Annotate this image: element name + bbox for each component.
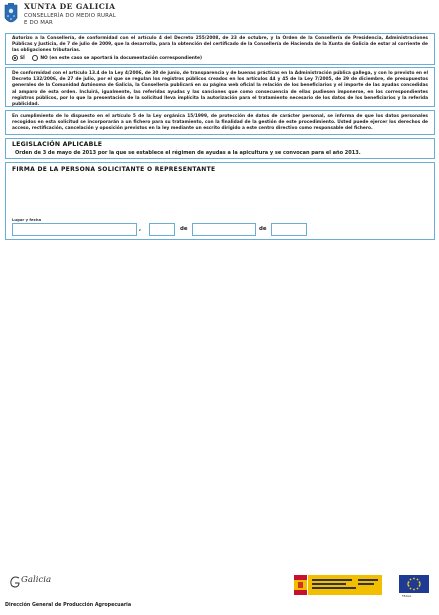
signature-title: FIRMA DE LA PERSONA SOLICITANTE O REPRESENTANTE	[12, 166, 216, 173]
authorization-box	[5, 33, 435, 65]
radio-yes[interactable]	[12, 55, 18, 61]
brand-name: XUNTA DE GALICIA	[24, 2, 116, 11]
directorate-name: Dirección General de Producción Agropecuaria	[5, 603, 132, 608]
radio-yes-label: SÍ	[20, 55, 25, 61]
data-protection-box	[5, 110, 435, 135]
data-protection-text: En cumplimiento de lo dispuesto en el artículo 5 de la Ley orgánica 15/1999, de protección de datos de carácter personal, se informa de que los datos personales recogidos en esta solicitud se incorporarán a un fichero para su tratamiento, con la finalidad de la gestión de este procedimiento. Usted puede ejercer los derechos de acceso, rectificación, cancelación y oposición previstos en la ley mediante un escrito dirigido a este centro directivo como responsable del fichero.	[12, 114, 428, 132]
header	[3, 2, 203, 32]
legislation-text: Orden de 3 de mayo de 2013 por la que se establece el régimen de ayudas a la apicultura y se convocan para el año 2013.	[15, 150, 361, 156]
comma-separator: ,	[139, 226, 142, 232]
transparency-box	[5, 67, 435, 107]
signature-box	[5, 162, 435, 240]
spanish-government-logo	[294, 575, 382, 595]
month-field[interactable]	[192, 223, 256, 236]
de-separator-2: de	[259, 226, 267, 232]
de-separator-1: de	[180, 226, 188, 232]
radio-no-label: NO (en este caso se aportará la documentación correspondiente)	[40, 55, 203, 61]
radio-no[interactable]	[32, 55, 38, 61]
department-line-2: E DO MAR	[24, 20, 53, 26]
eu-flag-icon	[399, 575, 429, 593]
place-field[interactable]	[12, 223, 137, 236]
authorization-text: Autorizo a la Consellería, de conformidad con el artículo 4 del Decreto 255/2008, de 23 de octubre, y la Orden de la Consellería de Presidencia, Administraciones Públicas y Justicia, de 7 de julio de 2009, que la desarrolla, para la obtención del certificado de la Consellería de Hacienda de la Xunta de Galicia de estar al corriente de las obligaciones tributarias.	[12, 36, 428, 54]
legislation-box	[5, 138, 435, 159]
galicia-logo	[9, 573, 69, 591]
place-date-label: Lugar y fecha	[12, 217, 42, 222]
xunta-crest-icon	[3, 2, 19, 28]
galicia-logo-text: Galicia	[21, 575, 52, 585]
department-line-1: CONSELLERÍA DO MEDIO RURAL	[24, 13, 116, 19]
eu-fund-caption: FEAGA	[402, 594, 412, 598]
year-field[interactable]	[271, 223, 307, 236]
authorization-choice	[12, 55, 208, 62]
legislation-title: LEGISLACIÓN APLICABLE	[12, 141, 103, 148]
day-field[interactable]	[149, 223, 175, 236]
galicia-swirl-icon	[9, 575, 21, 589]
transparency-text: De conformidad con el artículo 13.4 de la Ley 4/2006, de 30 de junio, de transparencia y de buenas prácticas en la Administración pública gallega, y con lo previsto en el Decreto 132/2006, de 27 de julio, por el que se regulan los registros públicos creados en los artículos 44 y 45 de la Ley 7/2005, de 29 de diciembre, de presupuestos generales de la Comunidad Autónoma de Galicia, la Consellería publicará en su página web oficial la relación de los beneficiarios y el importe de las ayudas concedidas al amparo de esta orden. Incluirá, igualmente, las referidas ayudas y las sanciones que como consecuencia de ellas pudiesen imponerse, en los correspondientes registros públicos, por lo que la presentación de la solicitud lleva implícita la autorización para el tratamiento necesario de los datos de los beneficiarios y la referida publicidad.	[12, 71, 428, 108]
